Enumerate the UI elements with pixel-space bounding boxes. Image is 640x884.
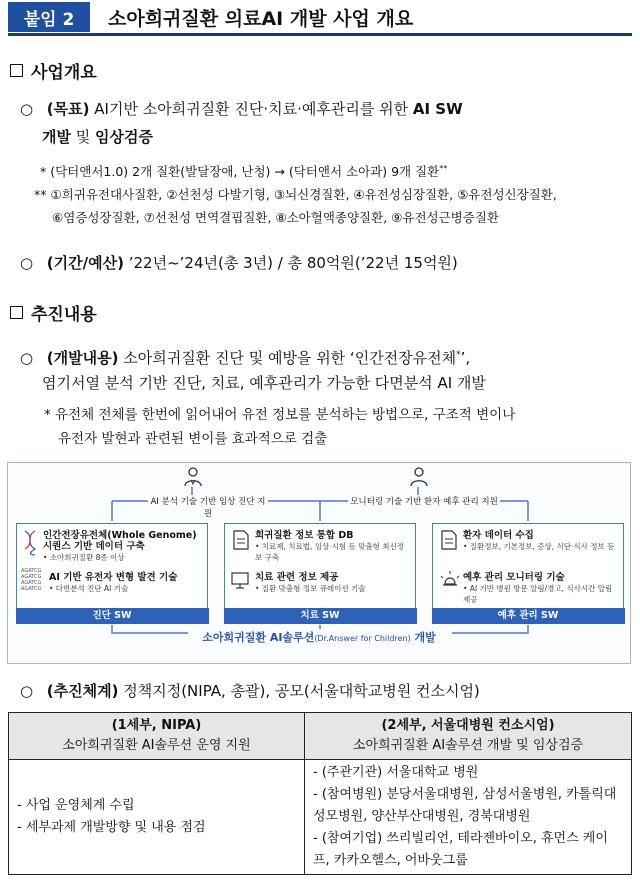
table-header-row bbox=[9, 713, 632, 760]
doctor-icon bbox=[182, 465, 204, 487]
circle-bullet-icon: ○ bbox=[20, 254, 34, 272]
computer-icon bbox=[231, 572, 251, 590]
circle-bullet-icon: ○ bbox=[20, 100, 34, 118]
list-item: - (참여기업) 쓰리빌리언, 테라젠바이오, 휴먼스 케이프, 카카오헬스, 어바웃그룹 bbox=[313, 831, 608, 868]
dev-paragraph-line2: 염기서열 분석 기반 진단, 치료, 예후관리가 가능한 다면분석 AI 개발 bbox=[42, 374, 486, 392]
table-cell-col1 bbox=[9, 760, 305, 875]
section2-heading: 추진내용 bbox=[10, 300, 97, 325]
table-header-col1: (1세부, NIPA) 소아희귀질환 AI솔루션 운영 지원 bbox=[9, 713, 305, 760]
title-bar bbox=[8, 0, 632, 36]
goal-paragraph: ○ (목표) AI기반 소아희귀질환 진단·치료·예후관리를 위한 AI SW bbox=[20, 96, 625, 123]
dev-paragraph: ○ (개발내용) 소아희귀질환 진단 및 예방을 위한 ‘인간전장유전체*’, bbox=[20, 342, 630, 372]
panel3-item2: 예후 관리 모니터링 기술 • AI 기반 병원 방문 알림/경고, 식사시간 알림 제공 bbox=[463, 572, 613, 604]
panel-treatment bbox=[224, 523, 416, 621]
panel-prognosis bbox=[432, 523, 624, 621]
page-title: 소아희귀질환 의료AI 개발 사업 개요 bbox=[108, 8, 414, 30]
period-paragraph: ○ (기간/예산) ’22년~’24년(총 3년) / 총 80억원(’22년 15억원) bbox=[20, 250, 458, 277]
solution-label: 소아희귀질환 AI솔루션(Dr.Answer for Children) 개발 bbox=[202, 631, 436, 644]
goal-note-2b: ⑥염증성장질환, ⑦선천성 면역결핍질환, ⑧소아혈액종양질환, ⑨유전성근병증질환 bbox=[52, 210, 499, 225]
patient-icon bbox=[408, 465, 430, 487]
table-header-col2: (2세부, 서울대병원 컨소시엄) 소아희귀질환 AI솔루션 개발 및 임상검증 bbox=[305, 713, 632, 760]
document-icon bbox=[233, 530, 249, 550]
table-row bbox=[9, 760, 632, 875]
goal-note-1: * (닥터앤서1.0) 2개 질환(발달장애, 난청) → (닥터앤서 소아과) 9개 질환** bbox=[40, 164, 448, 180]
table-cell-col2 bbox=[305, 760, 632, 875]
alarm-icon bbox=[439, 570, 461, 588]
list-item: - (참여병원) 분당서울대병원, 삼성서울병원, 카톨릭대 성모병원, 양산부산대병원, 경북대병원 bbox=[313, 787, 617, 824]
circle-bullet-icon: ○ bbox=[20, 682, 34, 700]
panel3-footer: 예후 관리 SW bbox=[432, 608, 625, 624]
panel1-footer: 진단 SW bbox=[16, 608, 209, 624]
panel-diagnosis bbox=[16, 523, 208, 621]
panel1-item1: 인간전장유전체(Whole Genome) 시퀀스 기반 데이터 구축 • 소아희귀질환 8종 이상 bbox=[43, 530, 197, 562]
bar-left-label: AI 분석 기술 기반 임상 진단 지원 bbox=[150, 497, 266, 519]
panel3-item1: 환자 데이터 수집 • 질환정보, 기본정보, 증상, 식단·식사 정보 등 bbox=[463, 530, 615, 551]
list-item: - 세부과제 개발방향 및 내용 점검 bbox=[17, 820, 206, 835]
document-icon bbox=[441, 530, 457, 550]
list-item: - 사업 운영체계 수립 bbox=[17, 798, 135, 813]
development-diagram bbox=[7, 462, 631, 664]
appendix-tag: 붙임 2 bbox=[8, 2, 90, 32]
square-bullet-icon bbox=[10, 64, 23, 77]
dev-note-a: * 유전체 전체를 한번에 읽어내어 유전 정보를 분석하는 방법으로, 구조적 변이나 bbox=[44, 407, 516, 423]
dna-letters: AGATCG AGATCG AGATCG AGATCG bbox=[21, 568, 42, 592]
dev-note-b: 유전자 발현과 관련된 변이를 효과적으로 검출 bbox=[58, 431, 328, 447]
panel2-item1: 희귀질환 정보 통합 DB • 치료제, 치료법, 임상 시험 등 맞춤형 최신정보 구축 bbox=[255, 530, 405, 562]
bar-right-label: 모니터링 기술 기반 환자 예후 관리 지원 bbox=[350, 497, 498, 507]
panel2-item2: 치료 관련 정보 제공 • 질환 맞춤형 정보 큐레이션 기술 bbox=[255, 572, 366, 593]
square-bullet-icon bbox=[10, 306, 23, 319]
goal-note-2a: ** ①희귀유전대사질환, ②선천성 다발기형, ③뇌신경질환, ④유전성심장질환, ⑤유전성신장질환, bbox=[34, 187, 557, 202]
dna-icon bbox=[23, 530, 37, 556]
panel2-footer: 치료 SW bbox=[224, 608, 417, 624]
panel1-item2: AI 기반 유전자 변형 발견 기술 • 다면분석 진단 AI 기술 bbox=[49, 572, 178, 593]
organization-table bbox=[8, 712, 632, 875]
circle-bullet-icon: ○ bbox=[20, 349, 34, 367]
section1-heading: 사업개요 bbox=[10, 58, 97, 83]
list-item: - (주관기관) 서울대학교 병원 bbox=[313, 765, 479, 780]
system-paragraph: ○ (추진체계) 정책지정(NIPA, 총괄), 공모(서울대학교병원 컨소시엄) bbox=[20, 678, 480, 705]
goal-paragraph-line2: 개발 및 임상검증 bbox=[42, 128, 154, 146]
diagram-connectors bbox=[8, 487, 632, 523]
